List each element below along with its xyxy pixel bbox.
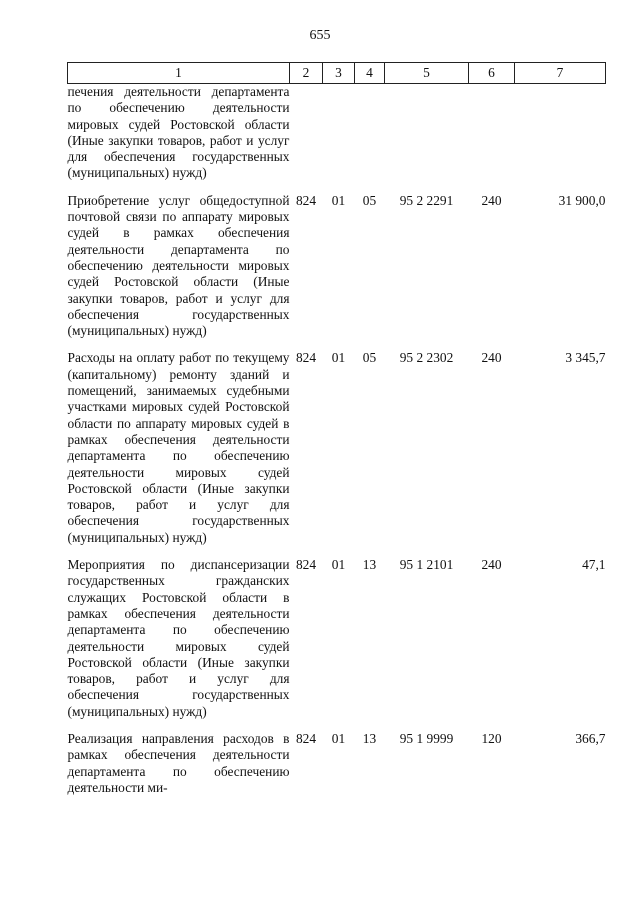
section-code: 01 <box>331 557 346 573</box>
row-description: Расходы на оплату работ по текущему (капитальному) ремонту зданий и помещений, занимаемых судебными участками мировых судей Ростовской области по аппарату мировых судей в рамках обеспечения деятельности департамента по обеспечению деятельности мировых судей Ростовской области (Иные закупки товаров, работ и услуг для обеспечения государственных (муниципальных) нужд) <box>67 350 290 545</box>
table-header-row <box>68 63 606 84</box>
expense-type-code: 240 <box>481 350 502 366</box>
column-header-3: 3 <box>323 63 355 84</box>
section-code: 01 <box>331 192 346 208</box>
subsection-code: 05 <box>362 192 377 208</box>
amount: 47,1 <box>582 557 606 573</box>
subsection-code: 13 <box>362 730 377 746</box>
column-header-4: 4 <box>355 63 385 84</box>
section-code: 01 <box>331 730 346 746</box>
section-code: 01 <box>331 350 346 366</box>
row-description: Реализация направления расходов в рамках обеспечения деятельности департамента по обеспечению деятельности ми- <box>67 730 290 795</box>
budget-table <box>67 62 606 796</box>
column-header-6: 6 <box>469 63 515 84</box>
subsection-code: 05 <box>362 350 377 366</box>
expense-type-code: 120 <box>481 730 502 746</box>
row-description: Мероприятия по диспансеризации государственных гражданских служащих Ростовской области в рамках обеспечения деятельности департамента по обеспечению деятельности мировых судей Ростовской области (Иные закупки товаров, работ и услуг для обеспечения государственных (муниципальных) нужд) <box>67 557 290 719</box>
continued-description: печения деятельности департамента по обеспечению деятельности мировых судей Ростовской области (Иные закупки товаров, работ и услуг для обеспечения государственных (муниципальных) нужд) <box>67 84 290 181</box>
column-header-5: 5 <box>385 63 469 84</box>
table-row <box>68 339 606 546</box>
amount: 366,7 <box>575 730 606 746</box>
expense-type-code: 240 <box>481 192 502 208</box>
amount: 31 900,0 <box>558 192 606 208</box>
amount: 3 345,7 <box>565 350 606 366</box>
target-code: 95 2 2302 <box>399 350 454 366</box>
table-row-continued <box>68 84 606 182</box>
target-code: 95 1 9999 <box>399 730 454 746</box>
column-header-7: 7 <box>515 63 606 84</box>
subsection-code: 13 <box>362 557 377 573</box>
target-code: 95 1 2101 <box>399 557 454 573</box>
expense-type-code: 240 <box>481 557 502 573</box>
column-header-1: 1 <box>68 63 290 84</box>
table-row <box>68 546 606 720</box>
column-header-2: 2 <box>290 63 323 84</box>
ministry-code: 824 <box>295 730 317 746</box>
ministry-code: 824 <box>295 350 317 366</box>
ministry-code: 824 <box>295 557 317 573</box>
table-row <box>68 720 606 796</box>
table-row <box>68 182 606 340</box>
page-number: 655 <box>309 28 331 43</box>
row-description: Приобретение услуг общедоступной почтовой связи по аппарату мировых судей в рамках обеспечения деятельности департамента по обеспечению деятельности мировых судей Ростовской области (Иные закупки товаров, работ и услуг для обеспечения государственных (муниципальных) нужд) <box>67 192 290 339</box>
ministry-code: 824 <box>295 192 317 208</box>
target-code: 95 2 2291 <box>399 192 454 208</box>
